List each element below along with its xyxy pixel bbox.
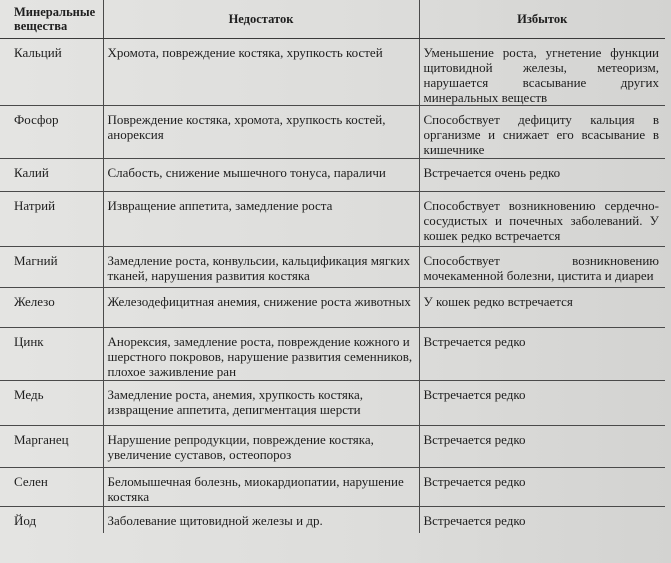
deficit-cell: Железодефицитная анемия, снижение роста животных <box>103 288 419 328</box>
excess-cell: Способствует возникновению мочекаменной болезни, цистита и диареи <box>419 247 665 288</box>
header-minerals: Минеральные вещества <box>0 0 103 39</box>
table-row <box>0 288 665 328</box>
table-header-row <box>0 0 665 39</box>
excess-cell: Встречается редко <box>419 328 665 381</box>
deficit-cell: Заболевание щитовидной железы и др. <box>103 507 419 534</box>
mineral-name: Йод <box>0 507 103 534</box>
table-row <box>0 106 665 159</box>
excess-cell: У кошек редко встречается <box>419 288 665 328</box>
excess-cell: Уменьшение роста, угнетение функции щитовидной железы, метеоризм, нарушается всасывание других минеральных веществ <box>419 39 665 106</box>
mineral-name: Медь <box>0 381 103 426</box>
table-row <box>0 328 665 381</box>
table-row <box>0 39 665 106</box>
header-excess: Избыток <box>419 0 665 39</box>
deficit-cell: Хромота, повреждение костяка, хрупкость костей <box>103 39 419 106</box>
table-row <box>0 468 665 507</box>
excess-cell: Встречается редко <box>419 468 665 507</box>
deficit-cell: Замедление роста, конвульсии, кальцификация мягких тканей, нарушения развития костяка <box>103 247 419 288</box>
deficit-cell: Извращение аппетита, замедление роста <box>103 192 419 247</box>
excess-cell: Встречается редко <box>419 381 665 426</box>
excess-cell: Встречается очень редко <box>419 159 665 192</box>
deficit-cell: Замедление роста, анемия, хрупкость костяка, извращение аппетита, депигментация шерсти <box>103 381 419 426</box>
mineral-name: Железо <box>0 288 103 328</box>
header-deficit: Недостаток <box>103 0 419 39</box>
deficit-cell: Анорексия, замедление роста, повреждение кожного и шерстного покровов, нарушение развития семенников, плохое заживление ран <box>103 328 419 381</box>
table-row <box>0 247 665 288</box>
mineral-name: Фосфор <box>0 106 103 159</box>
table-row <box>0 507 665 534</box>
deficit-cell: Повреждение костяка, хромота, хрупкость костей, анорексия <box>103 106 419 159</box>
excess-cell: Встречается редко <box>419 507 665 534</box>
table-row <box>0 159 665 192</box>
deficit-cell: Нарушение репродукции, повреждение костяка, увеличение суставов, остеопороз <box>103 426 419 468</box>
mineral-name: Кальций <box>0 39 103 106</box>
mineral-name: Магний <box>0 247 103 288</box>
mineral-name: Марганец <box>0 426 103 468</box>
excess-cell: Способствует дефициту кальция в организме и снижает его всасывание в кишечнике <box>419 106 665 159</box>
table-row <box>0 192 665 247</box>
excess-cell: Встречается редко <box>419 426 665 468</box>
mineral-name: Калий <box>0 159 103 192</box>
excess-cell: Способствует возникновению сердечно-сосудистых и почечных заболеваний. У кошек редко встречается <box>419 192 665 247</box>
mineral-name: Цинк <box>0 328 103 381</box>
mineral-name: Селен <box>0 468 103 507</box>
mineral-name: Натрий <box>0 192 103 247</box>
table-row <box>0 381 665 426</box>
deficit-cell: Беломышечная болезнь, миокардиопатии, нарушение костяка <box>103 468 419 507</box>
deficit-cell: Слабость, снижение мышечного тонуса, параличи <box>103 159 419 192</box>
table-row <box>0 426 665 468</box>
